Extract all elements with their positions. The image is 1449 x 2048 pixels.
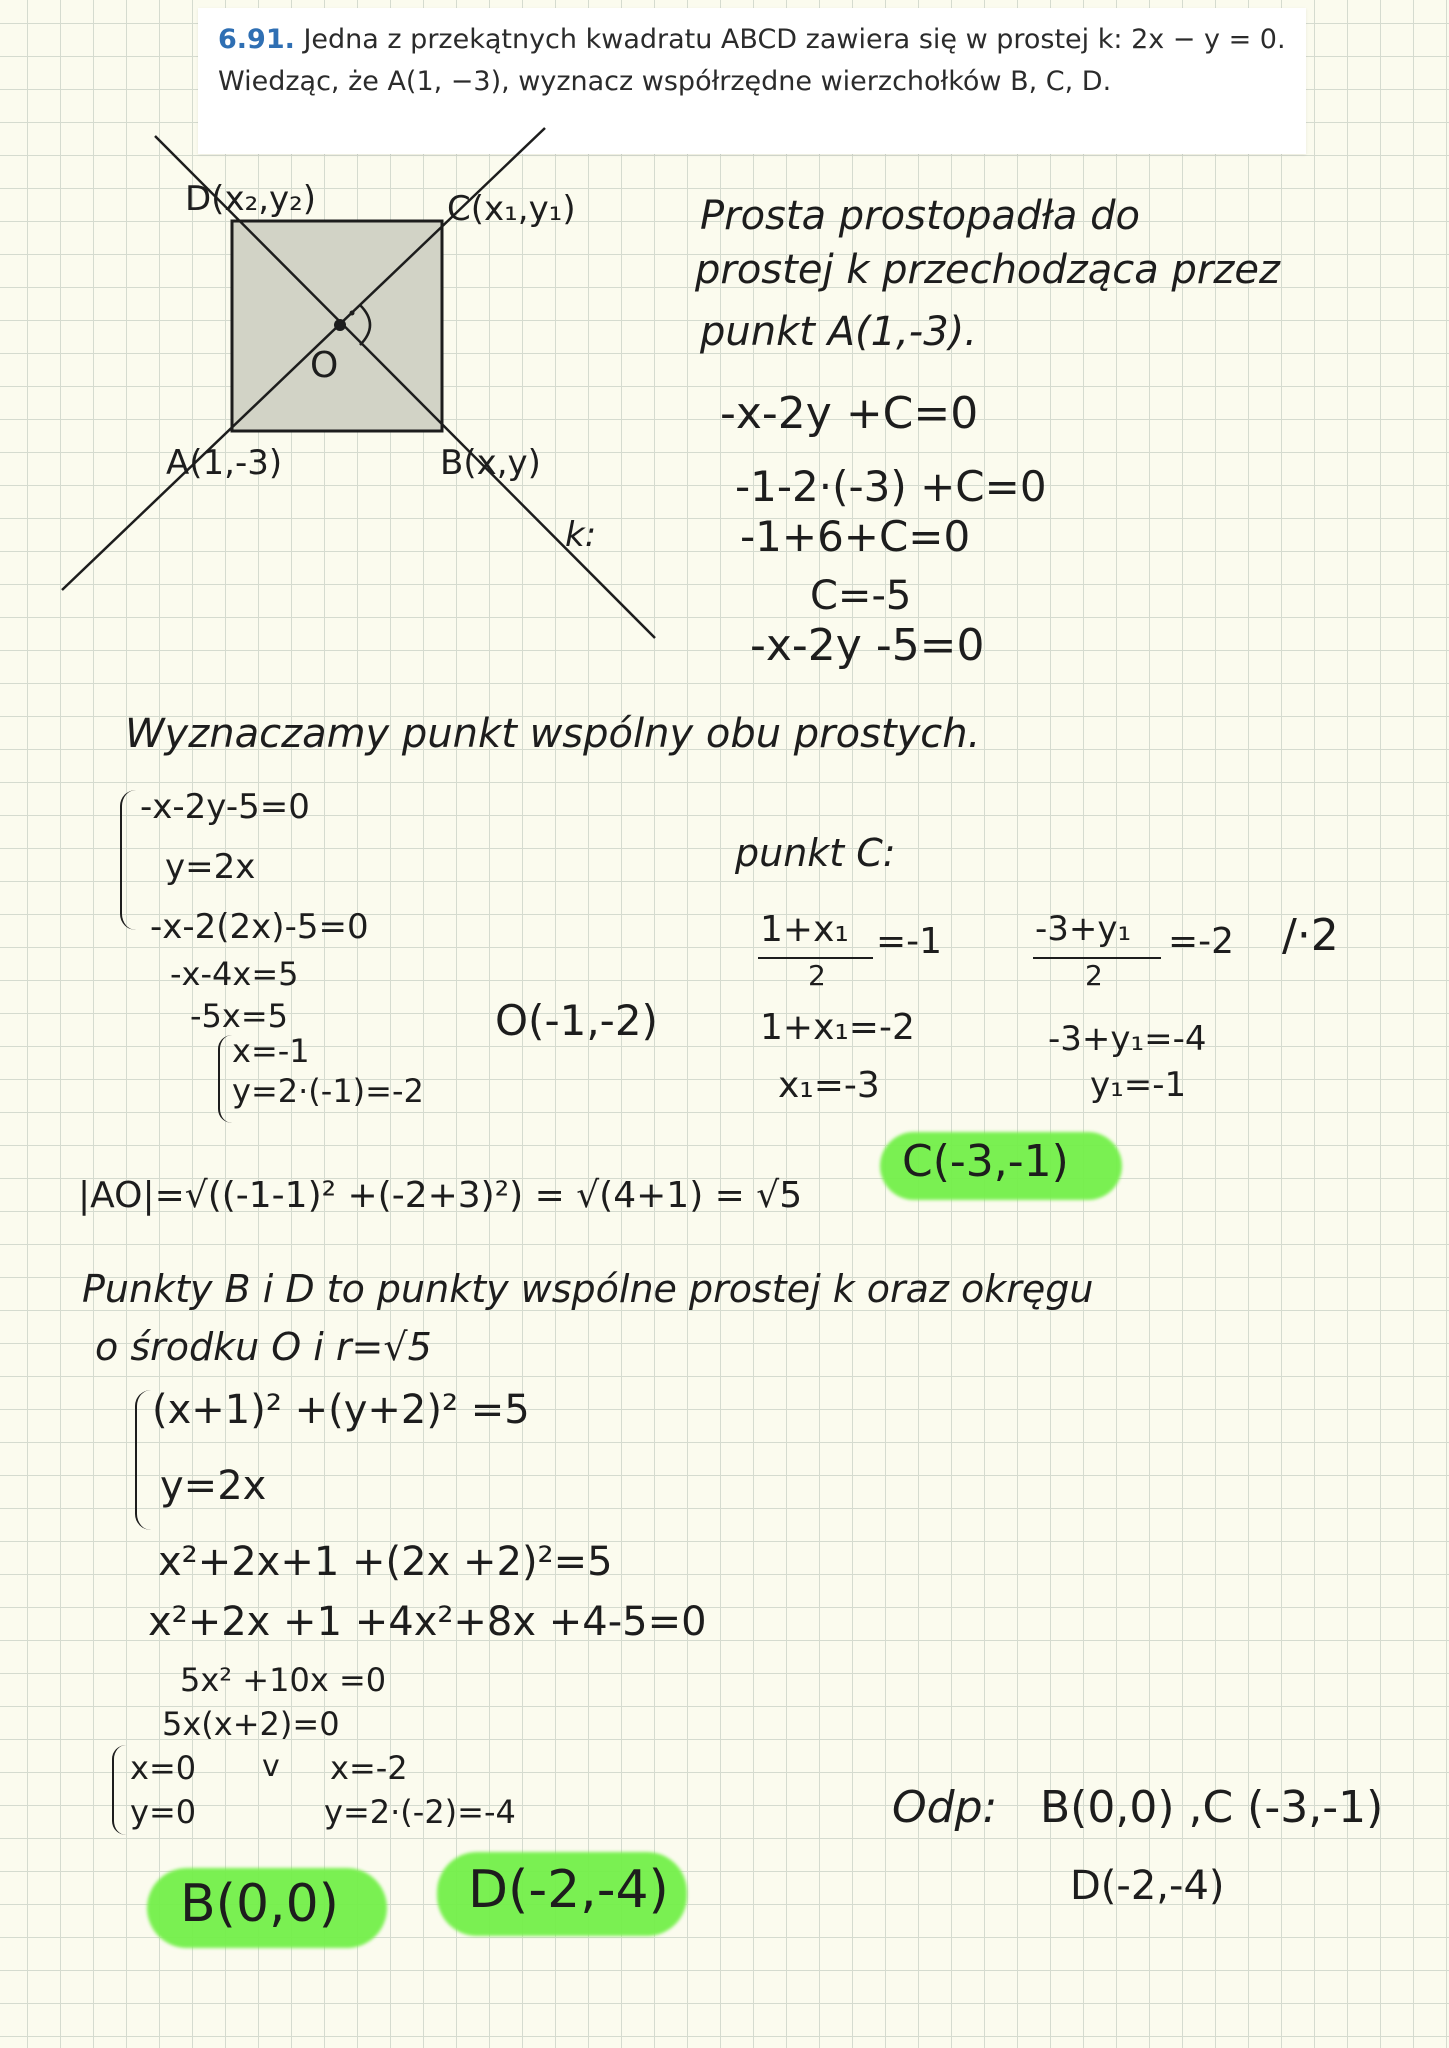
point-c-x-eq: 1+x₁=-2 (760, 1007, 915, 1048)
point-c-fx-num: 1+x₁ (760, 909, 849, 950)
point-c-fy-den: 2 (1085, 959, 1103, 992)
intersection-x: x=-1 (232, 1032, 310, 1070)
answer-line2: D(-2,-4) (1070, 1863, 1225, 1909)
result-d: D(-2,-4) (468, 1860, 669, 1920)
perp-text-line3: punkt A(1,-3). (700, 309, 977, 355)
intersection-sys1: -x-2y-5=0 (140, 787, 310, 827)
label-b: B(x,y) (440, 443, 541, 483)
point-c-y-res: y₁=-1 (1090, 1065, 1187, 1105)
point-c-x-res: x₁=-3 (778, 1065, 880, 1106)
center-point (334, 319, 346, 331)
perp-text-line1: Prosta prostopadła do (700, 193, 1140, 239)
multiply-by-2: /·2 (1282, 910, 1339, 961)
label-d: D(x₂,y₂) (185, 179, 317, 219)
point-c-result: C(-3,-1) (902, 1136, 1069, 1187)
system-brace-4 (112, 1745, 126, 1835)
perp-eq1: -x-2y +C=0 (720, 388, 979, 439)
intersection-step2: -x-4x=5 (170, 955, 299, 993)
circle-sol2-x: x=-2 (330, 1749, 408, 1787)
answer-line1: B(0,0) ,C (-3,-1) (1040, 1782, 1384, 1833)
or-symbol: v (262, 1749, 280, 1784)
point-c-fx-den: 2 (808, 959, 826, 992)
circle-text-line2: o środku O i r=√5 (95, 1325, 432, 1369)
perp-text-line2: prostej k przechodząca przez (695, 247, 1280, 293)
problem-text-1: Jedna z przekątnych kwadratu ABCD zawiera się w prostej k: 2x − y = 0. (303, 24, 1286, 55)
circle-sol1-y: y=0 (130, 1793, 197, 1831)
intersection-y: y=2·(-1)=-2 (232, 1072, 424, 1110)
system-brace-3 (135, 1390, 151, 1530)
intersection-sys2: y=2x (165, 847, 256, 887)
intersection-step1: -x-2(2x)-5=0 (150, 907, 369, 947)
perp-eq5: -x-2y -5=0 (750, 620, 985, 671)
right-angle-dot (350, 311, 355, 316)
point-c-heading: punkt C: (735, 831, 896, 875)
circle-sol1-x: x=0 (130, 1749, 197, 1787)
problem-text-2: Wiedząc, że A(1, −3), wyznacz współrzędne wierzchołków B, C, D. (218, 66, 1112, 97)
point-o-result: O(-1,-2) (495, 996, 658, 1045)
point-c-y-eq: -3+y₁=-4 (1048, 1019, 1207, 1059)
label-k: k: (565, 515, 597, 555)
point-c-fx-rhs: =-1 (876, 921, 943, 962)
circle-step1: x²+2x+1 +(2x +2)²=5 (158, 1539, 613, 1585)
perp-eq2: -1-2·(-3) +C=0 (735, 462, 1047, 511)
point-c-fy-num: -3+y₁ (1035, 909, 1132, 949)
circle-text-line1: Punkty B i D to punkty wspólne prostej k oraz okręgu (82, 1267, 1094, 1311)
label-c: C(x₁,y₁) (447, 189, 576, 229)
distance-ao: |AO|=√((-1-1)² +(-2+3)²) = √(4+1) = √5 (78, 1175, 803, 1216)
perp-eq4: C=-5 (810, 573, 912, 619)
result-b: B(0,0) (180, 1874, 339, 1934)
point-c-fy-rhs: =-2 (1168, 921, 1235, 962)
circle-step2: x²+2x +1 +4x²+8x +4-5=0 (148, 1599, 707, 1645)
circle-step4: 5x(x+2)=0 (162, 1705, 340, 1743)
label-a: A(1,-3) (166, 443, 283, 483)
perp-eq3: -1+6+C=0 (740, 512, 971, 561)
answer-label: Odp: (892, 1782, 998, 1833)
problem-number: 6.91. (218, 24, 295, 55)
circle-step3: 5x² +10x =0 (180, 1661, 387, 1699)
intersection-step3: -5x=5 (190, 997, 289, 1035)
circle-sol2-y: y=2·(-2)=-4 (324, 1793, 516, 1831)
circle-sys2: y=2x (160, 1463, 267, 1509)
label-o: O (310, 345, 339, 386)
system-brace-2 (218, 1035, 232, 1123)
circle-sys1: (x+1)² +(y+2)² =5 (152, 1387, 530, 1433)
intersection-heading: Wyznaczamy punkt wspólny obu prostych. (125, 711, 981, 757)
system-brace-1 (120, 790, 136, 930)
